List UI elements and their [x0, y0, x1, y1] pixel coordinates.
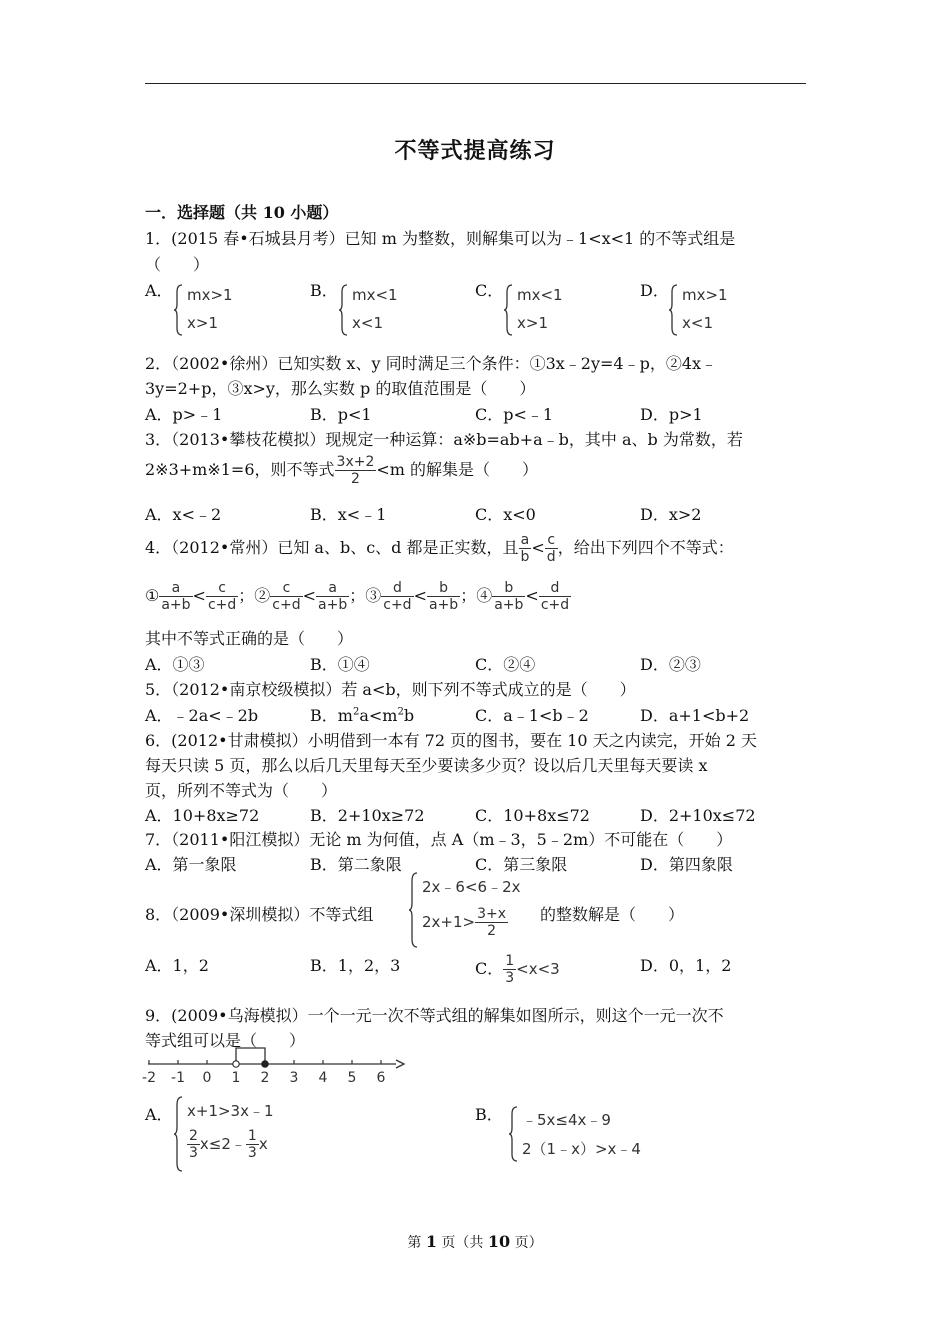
q9-stem: 9．(2009•乌海模拟）一个一元一次不等式组的解集如图所示，则这个一元一次不 [145, 1006, 724, 1025]
q9-a-row2-mid: x≤2﹣ [199, 1135, 246, 1153]
brace-icon [408, 872, 418, 948]
q5-option-b [310, 703, 414, 726]
q3-text-b: <m 的解集是（ ） [376, 460, 539, 479]
q4-frac [316, 580, 349, 613]
q1-option-c-system [503, 284, 603, 336]
tick-label: 4 [318, 1070, 328, 1086]
q8-c-fraction [503, 953, 516, 986]
q7-stem: 7．（2011•阳江模拟）无论 m 为何值，点 A（m﹣3，5﹣2m）不可能在（ ） [145, 830, 733, 849]
footer-total-pages: 10 [487, 1232, 511, 1251]
open-point-icon [233, 1061, 239, 1067]
q2-stem: 2．（2002•徐州）已知实数 x、y 同时满足三个条件：①3x﹣2y=4﹣p，②4x﹣ [145, 354, 718, 373]
frac-den: c+d [272, 597, 301, 613]
q2-option-a: A．p>﹣1 [145, 405, 223, 424]
frac-den: c+d [383, 597, 412, 613]
q6-stem-2: 每天只读 5 页，那么以后几天里每天至少要读多少页？设以后几天里每天要读 x [145, 756, 708, 775]
q7-option-b: B．第二象限 [310, 855, 402, 874]
footer-suffix: 页） [510, 1235, 543, 1251]
q6-option-d: D．2+10x≤72 [640, 806, 756, 825]
q4-item3-mark: ；③ [349, 586, 382, 605]
q1-d-row1: mx>1 [682, 286, 728, 304]
q1-d-row2: x<1 [682, 314, 713, 332]
q9-stem-2: 等式组可以是（ ） [145, 1031, 306, 1050]
q9-a-row2-tail: x [258, 1135, 268, 1153]
arrow-icon [396, 1060, 404, 1068]
q4-item1-mark: ① [145, 586, 160, 605]
q8-row2 [422, 906, 508, 939]
q9-a-row1: x+1>3x﹣1 [187, 1102, 274, 1120]
frac-den: 3 [247, 1145, 257, 1161]
footer-mid: 页（共 [436, 1235, 488, 1251]
q8-option-a: A．1，2 [145, 956, 209, 975]
q4-lt: < [531, 538, 545, 557]
q4-lt: < [525, 586, 539, 605]
tick-label: -2 [142, 1070, 156, 1086]
q4-prompt: 其中不等式正确的是（ ） [145, 629, 354, 648]
frac-den: 3 [189, 1145, 198, 1161]
q1-a-row1: mx>1 [187, 286, 233, 304]
q4-frac-ab [519, 532, 532, 565]
q4-frac-num: c [545, 532, 558, 549]
number-line-figure [140, 1044, 408, 1086]
q9-b-row2: 2（1﹣x）>x﹣4 [522, 1140, 641, 1158]
q5-b-pre: B．m [310, 706, 353, 725]
q2-option-d: D．p>1 [640, 405, 703, 424]
q8-option-d: D．0，1，2 [640, 956, 732, 975]
frac-den: c+d [540, 597, 570, 613]
frac-num: a [159, 580, 192, 597]
q4-frac-cd [545, 532, 558, 565]
q4-frac [159, 580, 192, 613]
q9-option-a-label: A． [145, 1105, 173, 1124]
q5-stem: 5．（2012•南京校级模拟）若 a<b，则下列不等式成立的是（ ） [145, 680, 636, 699]
frac-num: 3+x [477, 906, 507, 922]
frac-den: 2 [487, 923, 497, 939]
q6-option-c: C．10+8x≤72 [475, 806, 590, 825]
q2-option-c: C．p<﹣1 [475, 405, 554, 424]
q6-option-a: A．10+8x≥72 [145, 806, 260, 825]
footer-prefix: 第 [407, 1235, 426, 1251]
q3-option-d: D．x>2 [640, 505, 702, 524]
q5-b-sup: 2 [352, 706, 360, 718]
q1-c-row2: x>1 [517, 314, 548, 332]
q4-item2-mark: ；② [238, 586, 271, 605]
q8-stem: 8．（2009•深圳模拟）不等式组 [145, 905, 374, 924]
q4-frac [492, 580, 525, 613]
q8-c-pre: C． [475, 959, 504, 978]
q7-option-a: A．第一象限 [145, 855, 237, 874]
frac-num: c [270, 580, 302, 597]
q1-b-row2: x<1 [352, 314, 383, 332]
brace-icon [508, 1106, 518, 1162]
q1-a-row2: x>1 [187, 314, 218, 332]
q9-b-row1: ﹣5x≤4x﹣9 [522, 1111, 611, 1129]
q4-frac [381, 580, 413, 613]
q3-stem-2 [145, 454, 538, 487]
q4-frac-num: a [519, 532, 532, 549]
q4-lt: < [413, 586, 427, 605]
q4-frac [539, 580, 571, 613]
frac-num: d [539, 580, 571, 597]
brace-icon [173, 284, 183, 336]
q6-stem: 6．(2012•甘肃模拟）小明借到一本有 72 页的图书，要在 10 天之内读完，开始 2 天 [145, 731, 757, 750]
q9-a-frac1 [187, 1128, 200, 1161]
frac-num: 1 [505, 953, 515, 969]
q4-item4-mark: ；④ [460, 586, 493, 605]
q3-option-b: B．x<﹣1 [310, 505, 387, 524]
q5-option-d: D．a+1<b+2 [640, 706, 750, 725]
frac-den: a+b [161, 597, 191, 613]
brace-icon [503, 284, 513, 336]
q3-frac-num: 3x+2 [336, 454, 375, 470]
brace-icon [338, 284, 348, 336]
q9-a-row2 [187, 1128, 268, 1161]
q4-text-b: ，给出下列四个不等式： [557, 538, 734, 557]
tick-label: 5 [347, 1070, 357, 1086]
q7-option-d: D．第四象限 [640, 855, 733, 874]
solution-bracket [236, 1048, 265, 1064]
tick-label: 0 [202, 1070, 212, 1086]
q1-stem-paren: （ ） [145, 255, 210, 274]
q4-option-c: C．②④ [475, 655, 536, 674]
q9-option-a-system [173, 1096, 313, 1172]
brace-icon [173, 1096, 183, 1172]
q2-stem-2: 3y=2+p，③x>y，那么实数 p 的取值范围是（ ） [145, 379, 536, 398]
q9-a-frac2 [246, 1128, 259, 1161]
brace-icon [668, 284, 678, 336]
section-heading: 一．选择题（共 10 小题） [145, 203, 339, 222]
q4-items [145, 580, 571, 613]
frac-num: a [316, 580, 349, 597]
q6-option-b: B．2+10x≥72 [310, 806, 425, 825]
q8-option-c [475, 953, 560, 986]
frac-num: b [492, 580, 525, 597]
q8-c-post: <x<3 [516, 960, 560, 978]
q8-row2-text: 2x+1> [422, 913, 476, 931]
q4-option-d: D．②③ [640, 655, 701, 674]
tick-label: 1 [231, 1070, 241, 1086]
q6-stem-3: 页，所列不等式为（ ） [145, 781, 338, 800]
q1-option-d-system [668, 284, 768, 336]
q4-lt: < [302, 586, 317, 605]
q1-c-row1: mx<1 [517, 286, 563, 304]
q4-option-b: B．①④ [310, 655, 370, 674]
frac-den: a+b [494, 597, 524, 613]
q2-option-b: B．p<1 [310, 405, 372, 424]
q3-frac-den: 2 [350, 471, 360, 487]
q5-b-post: b [403, 706, 415, 725]
frac-den: a+b [318, 597, 348, 613]
page-footer [0, 1232, 950, 1252]
q8-system [408, 872, 538, 948]
q4-frac [270, 580, 302, 613]
q8-row1: 2x﹣6<6﹣2x [422, 878, 521, 896]
q4-frac [206, 580, 238, 613]
q4-frac [427, 580, 460, 613]
q8-fraction [475, 906, 508, 939]
tick-label: 3 [289, 1070, 299, 1086]
q7-option-c: C．第三象限 [475, 855, 568, 874]
tick-label: 6 [376, 1070, 386, 1086]
q1-b-row1: mx<1 [352, 286, 398, 304]
q4-frac-den: b [520, 549, 530, 565]
q3-stem: 3．（2013•攀枝花模拟）现规定一种运算：a※b=ab+a﹣b，其中 a、b 为常数，若 [145, 430, 743, 449]
q4-lt: < [192, 586, 206, 605]
q9-option-b-system [508, 1106, 678, 1162]
q1-option-b-system [338, 284, 438, 336]
frac-num: c [206, 580, 238, 597]
frac-num: 2 [189, 1128, 198, 1144]
footer-page-number: 1 [425, 1232, 437, 1251]
q1-option-a-label: A． [145, 281, 173, 300]
frac-num: 1 [247, 1128, 257, 1144]
q4-frac-den: d [546, 549, 556, 565]
frac-den: a+b [428, 597, 459, 613]
q1-stem: 1．(2015 春•石城县月考）已知 m 为整数，则解集可以为﹣1<x<1 的不等式组是 [145, 229, 736, 248]
q1-option-b-label: B． [310, 281, 338, 300]
q1-option-d-label: D． [640, 281, 669, 300]
q8-option-b: B．1，2，3 [310, 956, 401, 975]
q8-stem-tail: 的整数解是（ ） [540, 905, 685, 924]
tick-label: -1 [171, 1070, 185, 1086]
frac-den: c+d [207, 597, 237, 613]
q1-option-a-system [173, 284, 273, 336]
closed-point-icon [262, 1061, 268, 1067]
frac-num: d [381, 580, 413, 597]
frac-num: b [427, 580, 460, 597]
q3-fraction [335, 454, 377, 487]
q5-b-sup: 2 [397, 706, 404, 718]
q5-option-c: C．a﹣1<b﹣2 [475, 706, 589, 725]
q5-b-mid: a<m [359, 706, 398, 725]
q4-stem [145, 532, 734, 565]
q3-option-c: C．x<0 [475, 505, 536, 524]
frac-den: 3 [505, 970, 515, 986]
q4-text-a: 4．（2012•常州）已知 a、b、c、d 都是正实数，且 [145, 538, 519, 557]
q1-option-c-label: C． [475, 281, 504, 300]
q3-option-a: A．x<﹣2 [145, 505, 222, 524]
q3-text-a: 2※3+m※1=6，则不等式 [145, 460, 335, 479]
q5-option-a: A．﹣2a<﹣2b [145, 706, 259, 725]
header-rule [145, 83, 806, 84]
page-title: 不等式提高练习 [394, 138, 556, 164]
tick-label: 2 [260, 1070, 270, 1086]
q9-option-b-label: B． [475, 1105, 503, 1124]
q4-option-a: A．①③ [145, 655, 205, 674]
